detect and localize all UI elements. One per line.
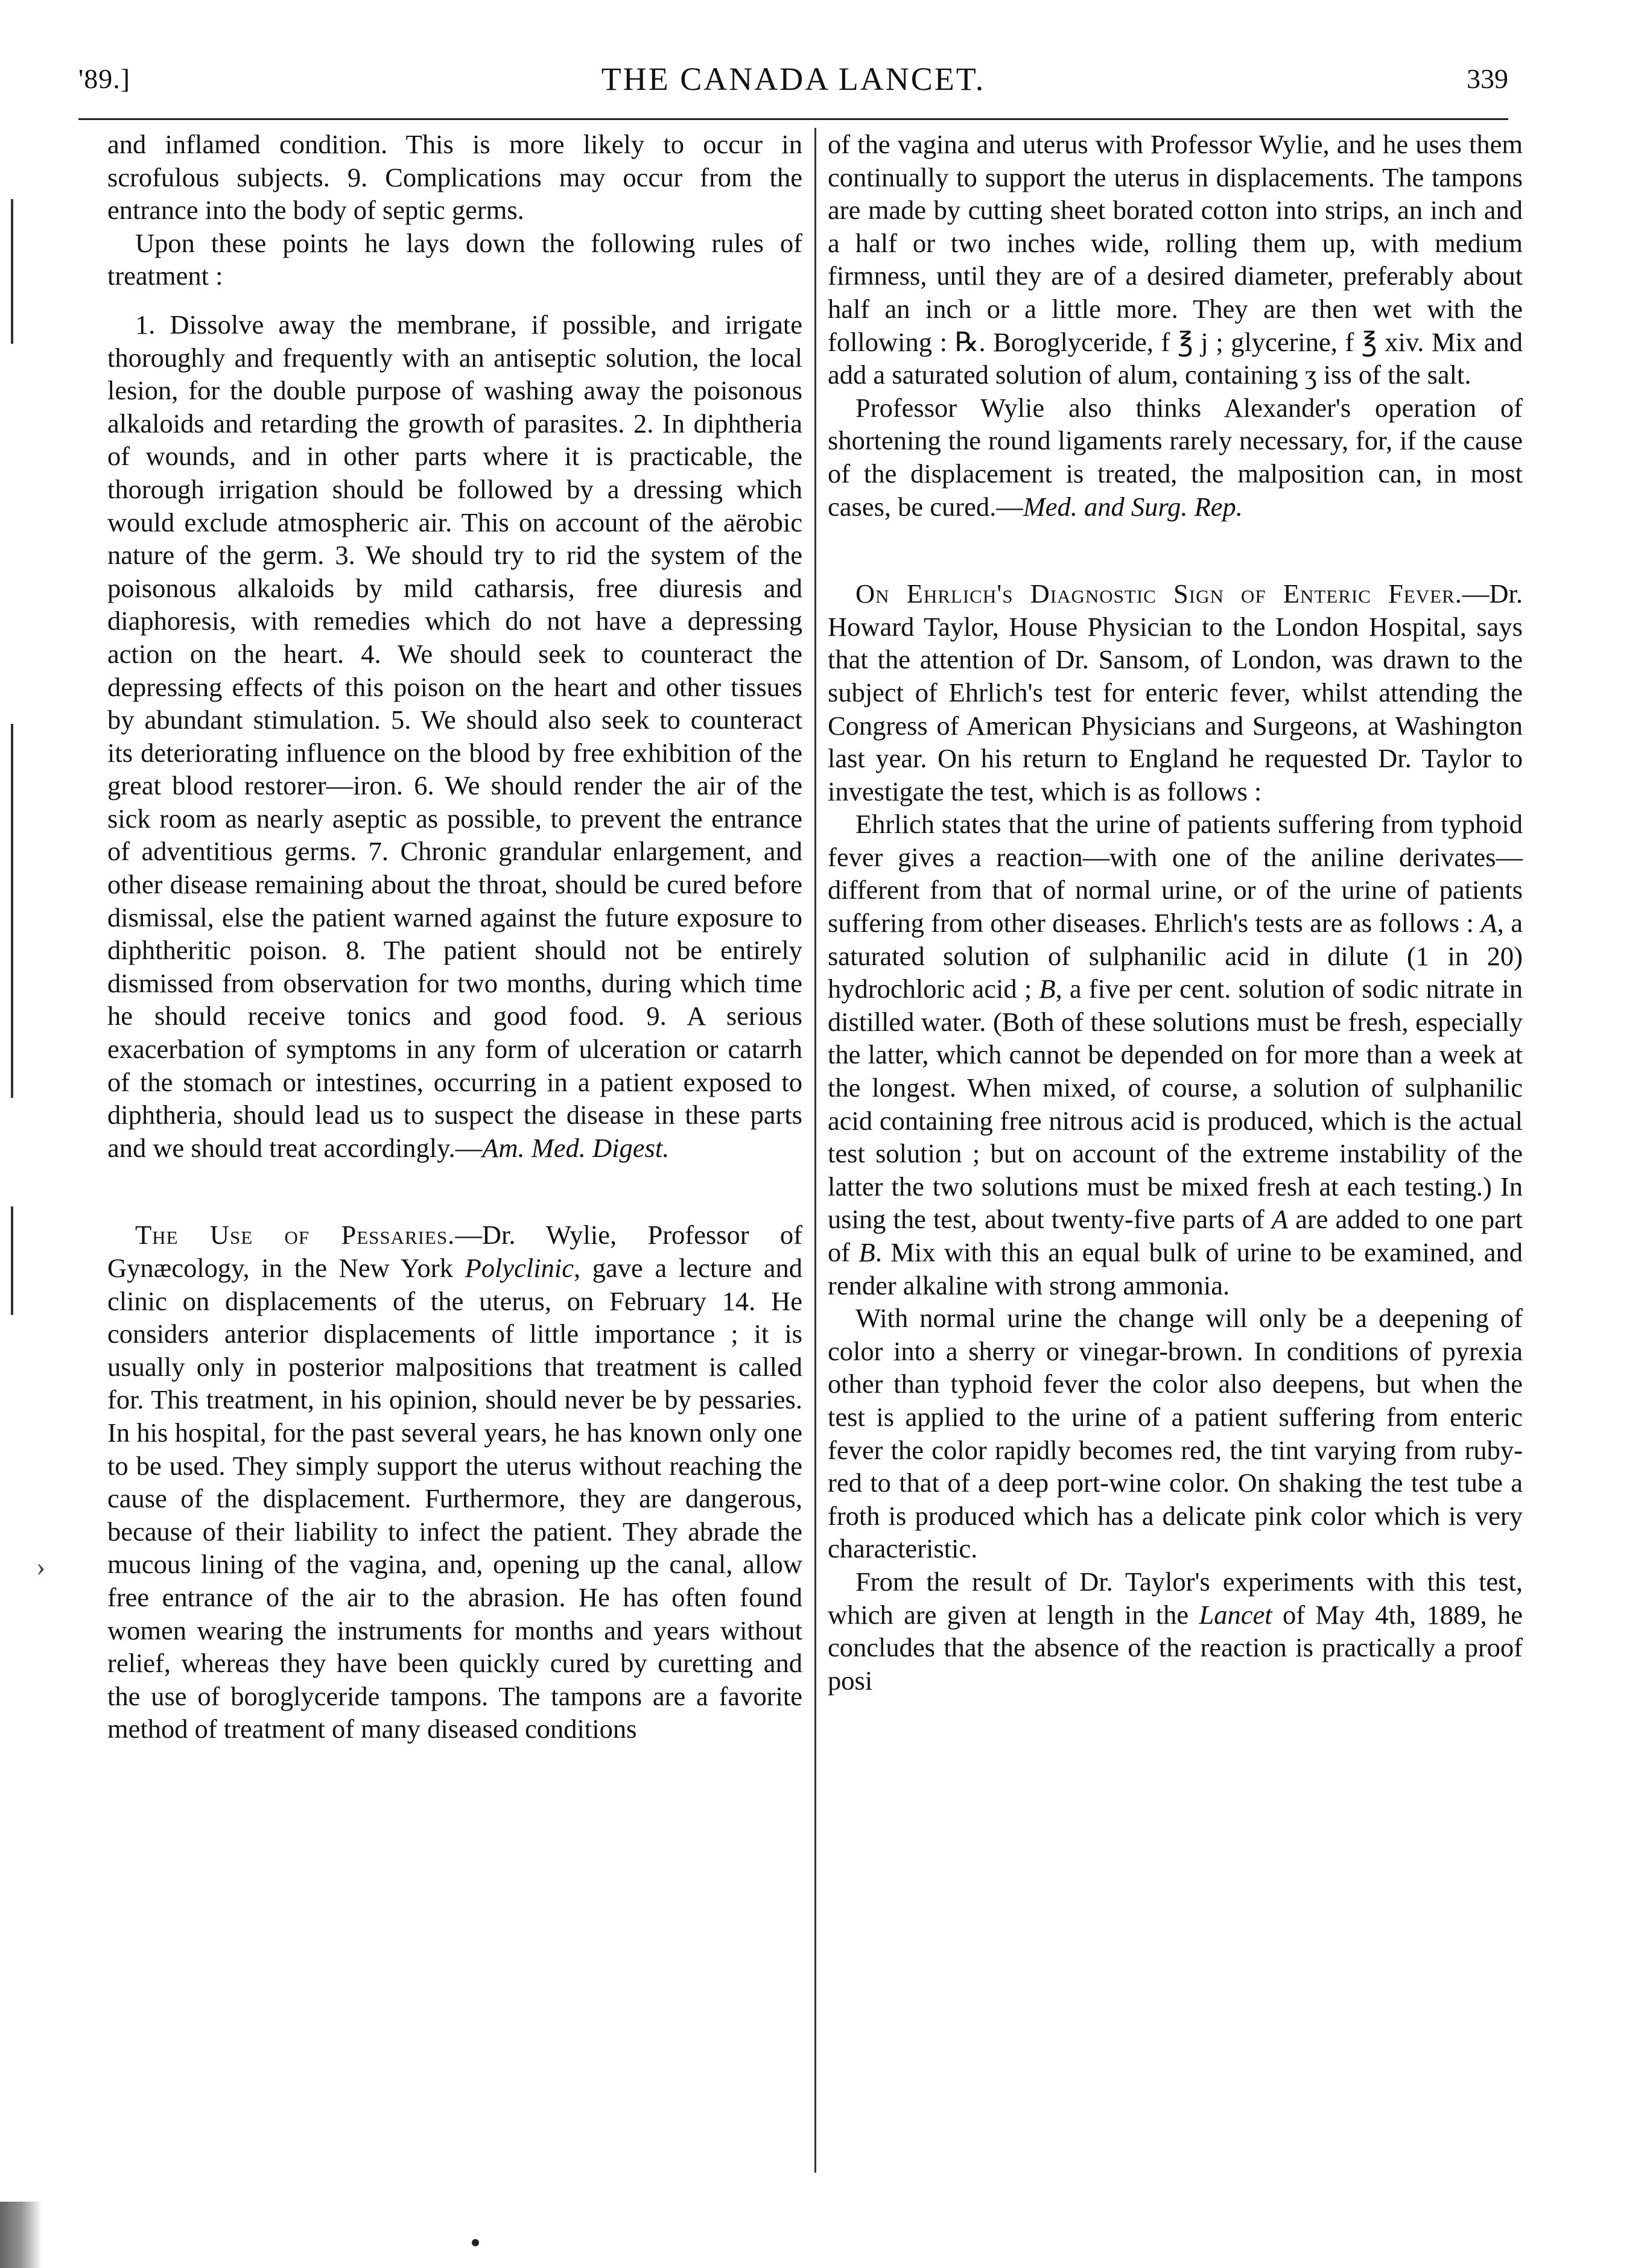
alexander-text: Professor Wylie also thinks Alexander's operation of shortening the round ligaments rarely necessary, for, if the cause of the displacement is treated, the malposition can, in most cases, be cured.— <box>828 392 1523 522</box>
ink-speck <box>472 2239 479 2246</box>
column-divider <box>814 128 816 2173</box>
rules-of-treatment-paragraph <box>107 308 802 1164</box>
scan-corner-shadow <box>0 2202 42 2268</box>
source-citation: Am. Med. Digest. <box>482 1132 670 1163</box>
rules-intro-paragraph: Upon these points he lays down the following rules of treatment : <box>107 227 802 291</box>
source-citation: Med. and Surg. Rep. <box>1023 491 1243 522</box>
ehrlich-text-d: are added to one part of <box>828 1204 1523 1267</box>
pessaries-article <box>107 1218 802 1746</box>
ehrlich-text-e: . Mix with this an equal bulk of urine to be examined, and render alkaline with strong ammonia. <box>828 1237 1523 1300</box>
ehrlich-article <box>828 577 1523 808</box>
binding-margin-line <box>11 1206 13 1315</box>
ehrlich-text-a: Ehrlich states that the urine of patients suffering from typhoid fever gives a reaction—with one of the aniline derivates—different from that of normal urine, or of the urine of patients suffering from other diseases. Ehrlich's tests are as follows : <box>828 809 1523 939</box>
pessaries-text-b: , gave a lecture and clinic on displacements of the uterus, on February 14. He considers anterior displacements of little importance ; it is usually only in posterior malpositions that treatment is called for. This treatment, in his opinion, should never be by pessaries. In his hospital, for the past several years, he has known only one to be used. They simply support the uterus without reaching the cause of the displacement. Furthermore, they are dangerous, because of their liability to infect the patient. They abrade the mucous lining of the vagina, and, opening up the canal, allow free entrance of the air to the abrasion. He has often found women wearing the instruments for months and years without relief, whereas they have been quickly cured by curetting and the use of boroglyceride tampons. The tampons are a favorite method of treatment of many diseased conditions <box>107 1253 802 1744</box>
running-header <box>78 54 1508 109</box>
left-column <box>107 128 802 1746</box>
solution-b-label: B <box>1039 974 1056 1004</box>
binding-margin-line <box>11 724 13 1098</box>
solution-b-label: B <box>858 1237 875 1267</box>
margin-mark: › <box>36 1551 46 1582</box>
article-heading-ehrlich: On Ehrlich's Diagnostic Sign of Enteric Fever. <box>855 578 1462 609</box>
ehrlich-test-paragraph <box>828 808 1523 1302</box>
ehrlich-intro-text: —Dr. Howard Taylor, House Physician to the London Hospital, says that the attention of Dr. Sansom, of London, was drawn to the subject of Ehrlich's test for enteric fever, whilst attending the Congress of American Physicians and Surgeons, at Washington last year. On his return to England he requested Dr. Taylor to investigate the test, which is as follows : <box>828 578 1523 806</box>
left-paragraph-continued: and inflamed condition. This is more likely to occur in scrofulous subjects. 9. Complications may occur from the entrance into the body of septic germs. <box>107 129 802 226</box>
ehrlich-text-b: , a saturated solution of sulphanilic acid in dilute (1 in 20) hydrochloric acid ; <box>828 908 1523 1004</box>
rules-text: 1. Dissolve away the membrane, if possible, and irrigate thoroughly and frequently with an antiseptic solution, the local lesion, for the double purpose of washing away the poisonous alkaloids and retarding the growth of parasites. 2. In diphtheria of wounds, and in other parts where it is practicable, the thorough irrigation should be followed by a dressing which would exclude atmospheric air. This on account of the aërobic nature of the germ. 3. We should try to rid the system of the poisonous alkaloids by mild catharsis, free diuresis and diaphoresis, with remedies which do not have a depressing action on the heart. 4. We should seek to counteract the depressing effects of this poison on the heart and other tissues by abundant stimulation. 5. We should also seek to counteract its deteriorating influence on the blood by free exhibition of the great blood restorer—iron. 6. We should render the air of the sick room as nearly aseptic as possible, to prevent the entrance of adventitious germs. 7. Chronic grandular enlargement, and other disease remaining about the throat, should be cured before dismissal, else the patient warned against the future exposure to diphtheritic poison. 8. The patient should not be entirely dismissed from observation for two months, during which time he should receive tonics and good food. 9. A serious exacerbation of symptoms in any form of ulceration or catarrh of the stomach or intestines, occurring in a patient exposed to diphtheria, should lead us to suspect the disease in these parts and we should treat accordingly.— <box>107 309 802 1163</box>
taylor-text-a: From the result of Dr. Taylor's experiments with this test, which are given at length in the <box>828 1566 1523 1630</box>
page-number: 339 <box>1467 63 1508 94</box>
normal-urine-paragraph: With normal urine the change will only be a deepening of color into a sherry or vinegar-brown. In conditions of pyrexia other than typhoid fever the color also deepens, but when the test is applied to the urine of a patient suffering from enteric fever the color rapidly becomes red, the tint varying from ruby-red to that of a deep port-wine color. On shaking the test tube a froth is produced which has a delicate pink color which is very characteristic. <box>828 1303 1523 1564</box>
header-year: '89.] <box>78 63 131 94</box>
right-column <box>828 128 1523 1697</box>
solution-a-label: A <box>1271 1204 1288 1235</box>
header-rule <box>78 118 1508 120</box>
ehrlich-text-c: , a five per cent. solution of sodic nitrate in distilled water. (Both of these solutions must be fresh, especially the latter, which cannot be depended on for more than a week at the longest. When mixed, of course, a solution of sulphanilic acid containing free nitrous acid is produced, which is the actual test solution ; but on account of the extreme instability of the latter the two solutions must be mixed fresh at each testing.) In using the test, about twenty-five parts of <box>828 974 1523 1235</box>
article-heading-pessaries: The Use of Pessaries. <box>135 1220 455 1250</box>
journal-title: THE CANADA LANCET. <box>601 61 986 97</box>
solution-a-label: A <box>1480 908 1497 939</box>
taylor-results-paragraph <box>828 1565 1523 1697</box>
taylor-text-b: of May 4th, 1889, he concludes that the absence of the reaction is practically a proof posi <box>828 1599 1523 1696</box>
polyclinic-italic: Polyclinic <box>465 1253 574 1283</box>
pessaries-text-a: —Dr. Wylie, Professor of Gynæcology, in the New York <box>107 1220 802 1283</box>
binding-margin-line <box>11 199 13 344</box>
tampons-paragraph: of the vagina and uterus with Professor Wylie, and he uses them continually to support the uterus in displacements. The tampons are made by cutting sheet borated cotton into strips, an inch and a half or two inches wide, rolling them up, with medium firmness, until they are of a desired diameter, preferably about half an inch or a little more. They are then wet with the following : ℞. Boroglyceride, f ℥ j ; glycerine, f ℥ xiv. Mix and add a saturated solution of alum, containing ʒ iss of the salt. <box>828 129 1523 390</box>
alexander-operation-paragraph <box>828 391 1523 523</box>
lancet-italic: Lancet <box>1199 1599 1272 1630</box>
